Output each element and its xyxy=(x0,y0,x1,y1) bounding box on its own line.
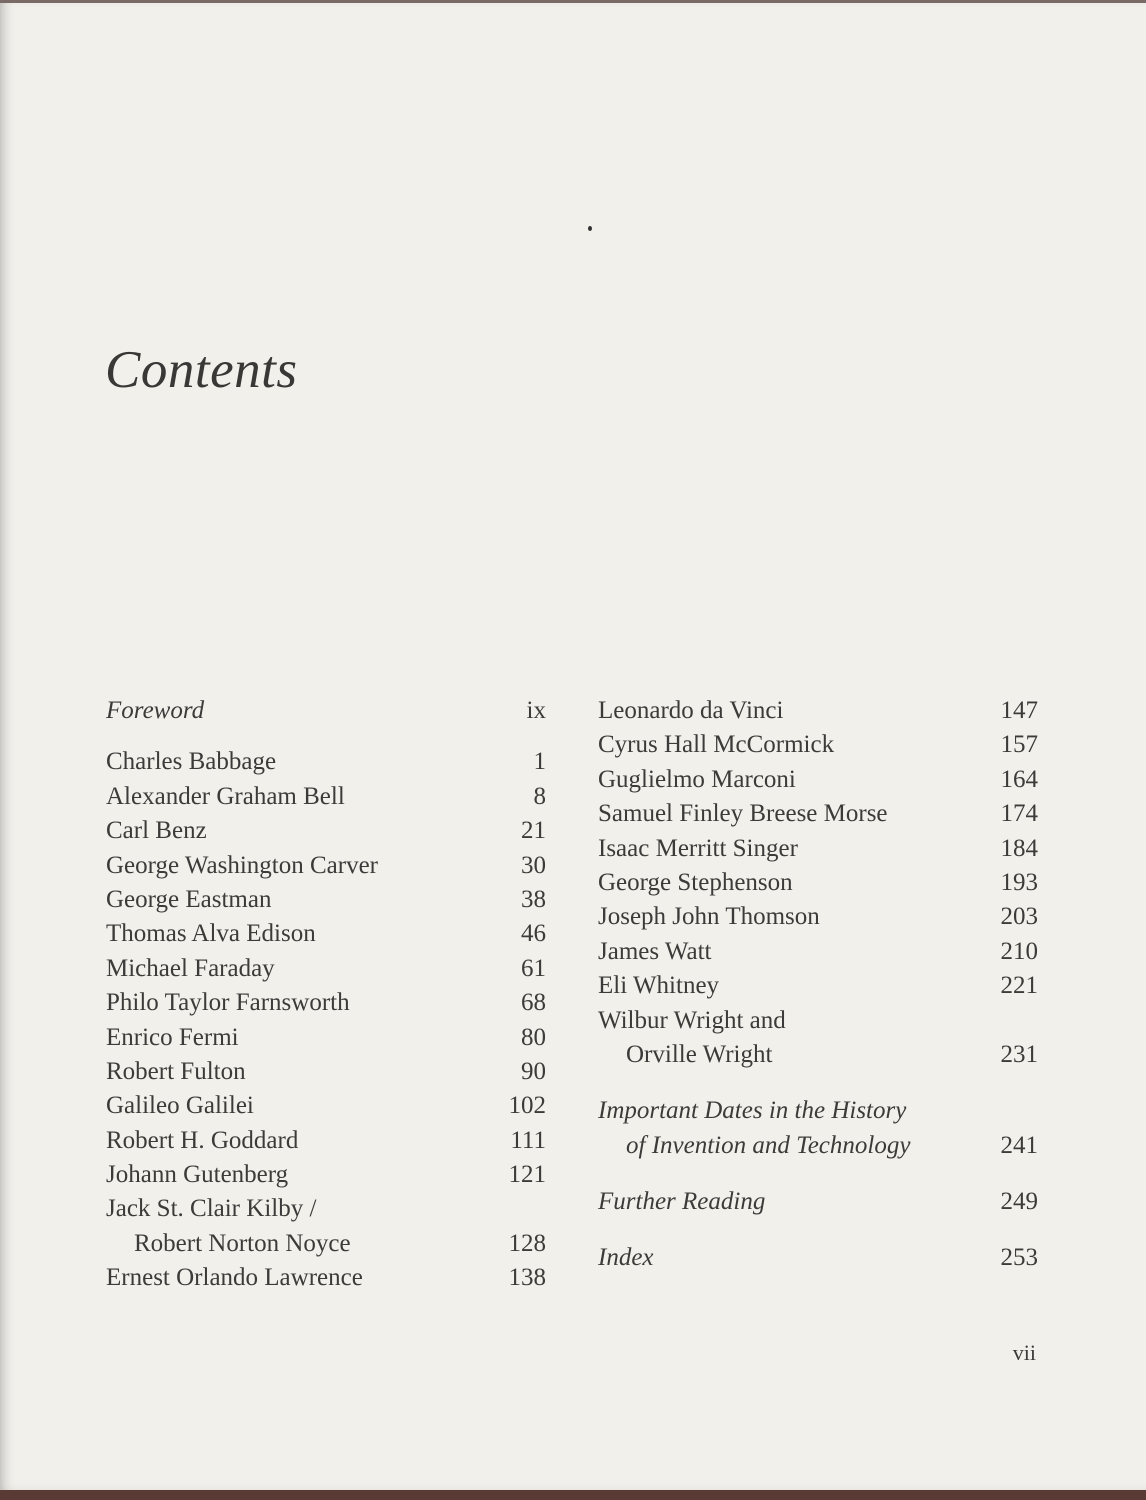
toc-entry-name: George Stephenson xyxy=(598,868,793,896)
toc-entry-page: 90 xyxy=(521,1057,546,1085)
toc-entry-page: 1 xyxy=(533,748,546,776)
toc-entry-page: 241 xyxy=(1000,1131,1038,1159)
toc-entry[interactable] xyxy=(106,1192,546,1226)
toc-entry[interactable] xyxy=(106,917,546,951)
toc-entry[interactable] xyxy=(106,780,546,814)
toc-entry[interactable] xyxy=(598,866,1038,900)
toc-entry-name: Isaac Merritt Singer xyxy=(598,834,798,862)
toc-entry-page: 203 xyxy=(1000,903,1038,931)
toc-entry-name: Joseph John Thomson xyxy=(598,903,820,931)
toc-entry-page: 184 xyxy=(1000,834,1038,862)
toc-entry-name: Robert Norton Noyce xyxy=(134,1229,351,1257)
toc-entry-name: Samuel Finley Breese Morse xyxy=(598,800,888,828)
toc-entry-name: Johann Gutenberg xyxy=(106,1161,289,1189)
toc-entry[interactable] xyxy=(598,1094,1038,1128)
toc-entry-page: 174 xyxy=(1000,800,1038,828)
toc-entry[interactable] xyxy=(106,1124,546,1158)
toc-entry-page: 30 xyxy=(521,851,546,879)
toc-entry[interactable] xyxy=(106,1055,546,1089)
toc-right-column xyxy=(598,694,1038,1276)
toc-entry[interactable] xyxy=(106,694,546,728)
toc-entry[interactable] xyxy=(106,1261,546,1295)
toc-entry-name: Thomas Alva Edison xyxy=(106,920,316,948)
toc-entry-page: 46 xyxy=(521,920,546,948)
page-title: Contents xyxy=(105,341,298,399)
paper-speck xyxy=(588,226,592,231)
toc-entry-page: 221 xyxy=(1000,972,1038,1000)
toc-entry-name: Foreword xyxy=(106,697,205,724)
toc-entry-name: Alexander Graham Bell xyxy=(106,782,345,810)
toc-entry[interactable] xyxy=(598,935,1038,969)
toc-entry-page: 38 xyxy=(521,885,546,913)
toc-entry[interactable] xyxy=(598,969,1038,1003)
toc-entry[interactable] xyxy=(598,797,1038,831)
toc-entry[interactable] xyxy=(106,1227,546,1261)
toc-entry[interactable] xyxy=(598,728,1038,762)
toc-entry[interactable] xyxy=(598,763,1038,797)
toc-entry-page: 210 xyxy=(1000,937,1038,965)
toc-entry[interactable] xyxy=(598,1129,1038,1163)
toc-entry[interactable] xyxy=(598,1185,1038,1219)
toc-entry[interactable] xyxy=(106,814,546,848)
toc-entry-name: Wilbur Wright and xyxy=(598,1006,786,1034)
toc-entry[interactable] xyxy=(106,849,546,883)
toc-left-column xyxy=(106,694,546,1296)
toc-entry-name: Ernest Orlando Lawrence xyxy=(106,1264,363,1292)
toc-entry-name: Important Dates in the History xyxy=(598,1097,907,1125)
toc-entry-page: 68 xyxy=(521,989,546,1017)
toc-entry[interactable] xyxy=(598,1004,1038,1038)
toc-entry-name: Carl Benz xyxy=(106,817,207,845)
toc-entry-name: George Eastman xyxy=(106,885,272,913)
toc-entry-page: 8 xyxy=(533,782,546,810)
toc-entry[interactable] xyxy=(598,900,1038,934)
toc-entry-page: 249 xyxy=(1000,1188,1038,1216)
toc-entry-name: Leonardo da Vinci xyxy=(598,697,784,724)
toc-entry-name: Cyrus Hall McCormick xyxy=(598,731,835,759)
toc-entry-page: 21 xyxy=(521,817,546,845)
toc-entry-page: 147 xyxy=(1000,697,1038,724)
toc-entry-page: 193 xyxy=(1000,868,1038,896)
toc-entry-name: Robert Fulton xyxy=(106,1057,246,1085)
toc-entry[interactable] xyxy=(106,952,546,986)
toc-entry-page: 253 xyxy=(1000,1244,1038,1272)
toc-entry-page: 121 xyxy=(508,1161,546,1189)
toc-entry[interactable] xyxy=(106,745,546,779)
toc-entry[interactable] xyxy=(598,1241,1038,1275)
toc-entry[interactable] xyxy=(106,1158,546,1192)
page-top-edge xyxy=(0,0,1146,3)
toc-entry-page: 111 xyxy=(510,1126,546,1154)
toc-entry[interactable] xyxy=(598,1038,1038,1072)
toc-entry-name: George Washington Carver xyxy=(106,851,378,879)
toc-entry-name: Enrico Fermi xyxy=(106,1023,239,1051)
toc-entry-page: 61 xyxy=(521,954,546,982)
toc-entry-name: Galileo Galilei xyxy=(106,1092,254,1120)
toc-entry-name: of Invention and Technology xyxy=(626,1131,911,1159)
toc-entry-name: Michael Faraday xyxy=(106,954,275,982)
toc-entry-page: 80 xyxy=(521,1023,546,1051)
toc-entry-name: Orville Wright xyxy=(626,1040,773,1068)
toc-entry-name: Jack St. Clair Kilby / xyxy=(106,1195,317,1223)
toc-entry-name: Index xyxy=(598,1244,654,1272)
toc-entry-name: Robert H. Goddard xyxy=(106,1126,299,1154)
toc-entry[interactable] xyxy=(106,1089,546,1123)
toc-entry-name: Philo Taylor Farnsworth xyxy=(106,989,350,1017)
toc-entry[interactable] xyxy=(106,883,546,917)
toc-entry-name: Eli Whitney xyxy=(598,972,720,1000)
page-number: vii xyxy=(1012,1340,1036,1365)
toc-entry-name: James Watt xyxy=(598,937,712,965)
toc-entry-page: 157 xyxy=(1000,731,1038,759)
toc-entry-page: 231 xyxy=(1000,1040,1038,1068)
toc-entry[interactable] xyxy=(598,832,1038,866)
toc-entry[interactable] xyxy=(106,1021,546,1055)
toc-entry-page: 164 xyxy=(1000,765,1038,793)
toc-entry-page: 128 xyxy=(508,1229,546,1257)
toc-entry-name: Charles Babbage xyxy=(106,748,277,776)
toc-entry[interactable] xyxy=(106,986,546,1020)
toc-entry-page: 102 xyxy=(508,1092,546,1120)
toc-entry-page: 138 xyxy=(508,1264,546,1292)
toc-entry-page: ix xyxy=(526,697,546,724)
toc-entry-name: Further Reading xyxy=(598,1188,766,1216)
toc-entry-name: Guglielmo Marconi xyxy=(598,765,796,793)
toc-entry[interactable] xyxy=(598,694,1038,728)
